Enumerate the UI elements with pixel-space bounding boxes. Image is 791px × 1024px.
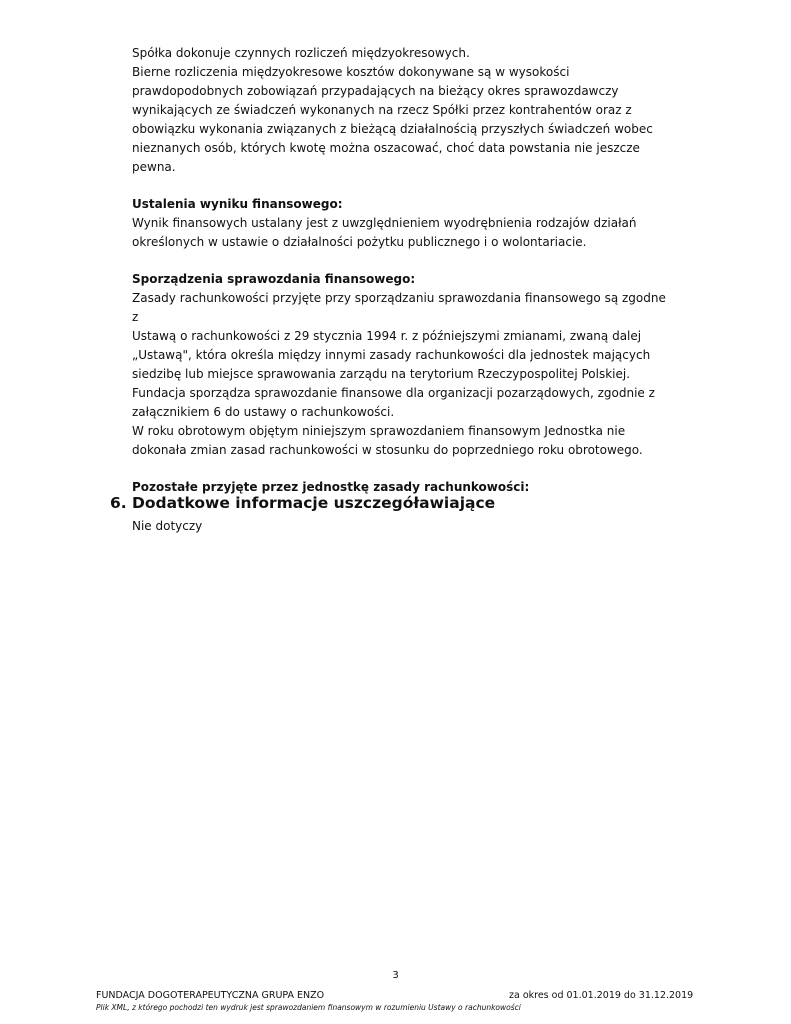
other-principles-heading: Pozostałe przyjęte przez jednostkę zasady rachunkowości:	[132, 480, 530, 494]
section-6-body: Nie dotyczy	[132, 519, 203, 533]
text-line: pewna.	[132, 160, 176, 174]
statement-preparation-section	[132, 270, 672, 460]
accruals-paragraph	[132, 44, 672, 177]
text-line: „Ustawą", która określa między innymi zasady rachunkowości dla jednostek mających	[132, 348, 651, 362]
section-6-title: Dodatkowe informacje uszczegóławiające	[132, 494, 496, 512]
text-line: Ustawą o rachunkowości z 29 stycznia 1994 r. z późniejszymi zmianami, zwaną dalej	[132, 329, 642, 343]
footer-note: Plik XML, z którego pochodzi ten wydruk jest sprawozdaniem finansowym w rozumieniu Ustawy o rachunkowości	[96, 1003, 521, 1012]
text-line: siedzibę lub miejsce sprawowania zarządu na terytorium Rzeczypospolitej Polskiej.	[132, 367, 631, 381]
text-line: Zasady rachunkowości przyjęte przy sporządzaniu sprawozdania finansowego są zgodne z	[132, 291, 666, 324]
footer-period: za okres od 01.01.2019 do 31.12.2019	[509, 990, 694, 1001]
text-line: dokonała zmian zasad rachunkowości w stosunku do poprzedniego roku obrotowego.	[132, 443, 643, 457]
section-6-number: 6.	[110, 494, 127, 512]
text-line: Fundacja sporządza sprawozdanie finansowe dla organizacji pozarządowych, zgodnie z	[132, 386, 655, 400]
text-line: obowiązku wykonania związanych z bieżącą działalnością przyszłych świadczeń wobec	[132, 122, 653, 136]
financial-result-heading: Ustalenia wyniku finansowego:	[132, 197, 343, 211]
section-6-heading	[110, 493, 495, 513]
text-line: Wynik finansowych ustalany jest z uwzględnieniem wyodrębnienia rodzajów działań	[132, 216, 637, 230]
text-line: Spółka dokonuje czynnych rozliczeń międzyokresowych.	[132, 46, 470, 60]
footer-organization: FUNDACJA DOGOTERAPEUTYCZNA GRUPA ENZO	[96, 990, 325, 1001]
text-line: prawdopodobnych zobowiązań przypadających na bieżący okres sprawozdawczy	[132, 84, 619, 98]
text-line: wynikających ze świadczeń wykonanych na rzecz Spółki przez kontrahentów oraz z	[132, 103, 632, 117]
statement-preparation-heading: Sporządzenia sprawozdania finansowego:	[132, 272, 416, 286]
text-line: załącznikiem 6 do ustawy o rachunkowości.	[132, 405, 395, 419]
page-number: 3	[392, 970, 399, 981]
financial-result-section	[132, 195, 672, 252]
text-line: W roku obrotowym objętym niniejszym sprawozdaniem finansowym Jednostka nie	[132, 424, 626, 438]
text-line: określonych w ustawie o działalności pożytku publicznego i o wolontariacie.	[132, 235, 587, 249]
document-body	[132, 44, 672, 497]
text-line: nieznanych osób, których kwotę można oszacować, choć data powstania nie jeszcze	[132, 141, 640, 155]
text-line: Bierne rozliczenia międzyokresowe kosztów dokonywane są w wysokości	[132, 65, 570, 79]
